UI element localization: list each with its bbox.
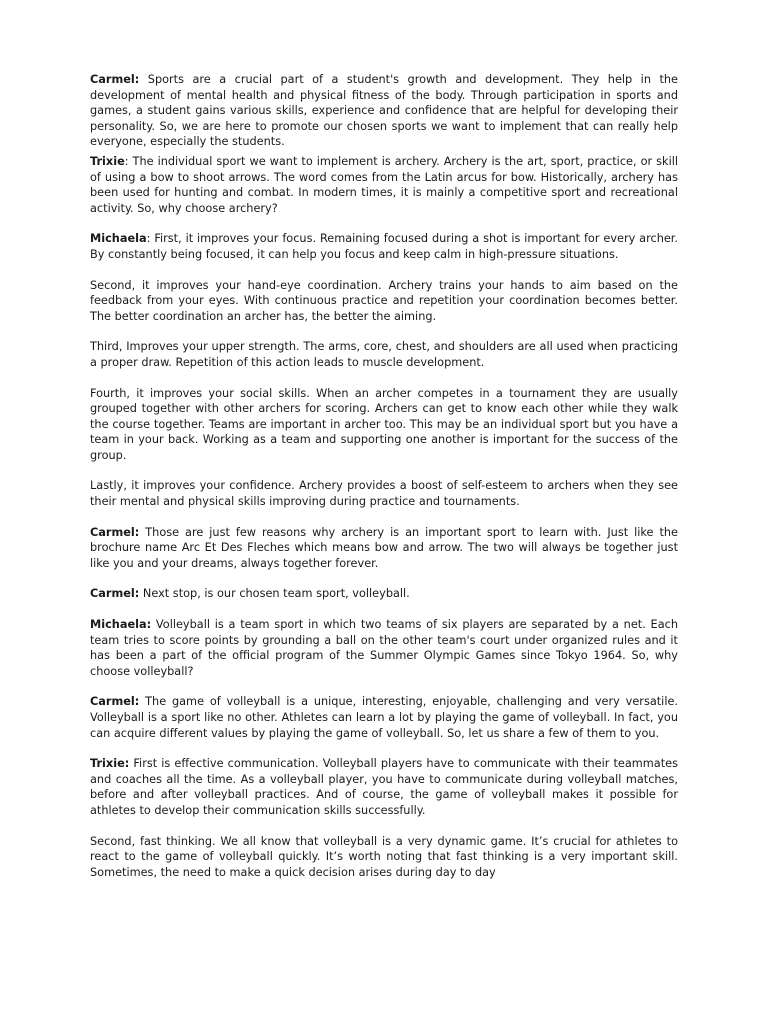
paragraph-carmel-volleyball	[90, 694, 678, 741]
paragraph-upper-strength	[90, 339, 678, 370]
paragraph-text: First is effective communication. Volleyball players have to communicate with their teammates and coaches all the time. As a volleyball player, you have to communicate during volleyball matches, before and after volleyball practices. And of course, the game of volleyball makes it possible for athletes to develop their communication skills successfully.	[90, 757, 678, 817]
speaker-label: Carmel:	[90, 695, 140, 709]
speaker-label: Trixie:	[90, 757, 130, 771]
paragraph-text: Those are just few reasons why archery is an important sport to learn with. Just like the brochure name Arc Et Des Fleches which means bow and arrow. The two will always be together just like you and your dreams, always together forever.	[90, 525, 678, 570]
paragraph-text: Fourth, it improves your social skills. When an archer competes in a tournament they are usually grouped together with other archers for scoring. Archers can get to know each other while they walk the course together. Teams are important in archer too. This may be an individual sport but you have a team in your back. Working as a team and supporting one another is important for the success of the group.	[90, 386, 678, 462]
paragraph-trixie-archery	[90, 154, 678, 216]
paragraph-michaela-focus	[90, 231, 678, 262]
paragraph-trixie-communication	[90, 756, 678, 818]
paragraph-carmel-archery-reasons	[90, 525, 678, 572]
speaker-label: Trixie	[90, 154, 125, 168]
paragraph-text: Volleyball is a team sport in which two teams of six players are separated by a net. Each team tries to score points by grounding a ball on the other team's court under organized rules and it has been a part of the official program of the Summer Olympic Games since Tokyo 1964. So, why choose volleyball?	[90, 618, 678, 678]
paragraph-social-skills	[90, 386, 678, 464]
paragraph-carmel-next-stop	[90, 586, 678, 602]
paragraph-text: Second, it improves your hand-eye coordination. Archery trains your hands to aim based on the feedback from your eyes. With continuous practice and repetition your coordination becomes better. The better coordination an archer has, the better the aiming.	[90, 278, 678, 323]
paragraph-michaela-volleyball	[90, 617, 678, 679]
paragraph-text: Sports are a crucial part of a student's growth and development. They help in the development of mental health and physical fitness of the body. Through participation in sports and games, a student gains various skills, experience and confidence that are helpful for developing their personality. So, we are here to promote our chosen sports we want to implement that can really help everyone, especially the students.	[90, 73, 678, 149]
speaker-label: Michaela	[90, 232, 147, 246]
paragraph-coordination	[90, 278, 678, 325]
paragraph-text: : First, it improves your focus. Remaining focused during a shot is important for every archer. By constantly being focused, it can help you focus and keep calm in high-pressure situations.	[90, 232, 678, 261]
paragraph-text: The game of volleyball is a unique, interesting, enjoyable, challenging and very versatile. Volleyball is a sport like no other. Athletes can learn a lot by playing the game of volleyball. In fact, you can acquire different values by playing the game of volleyball. So, let us share a few of them to you.	[90, 695, 678, 740]
paragraph-text: Second, fast thinking. We all know that volleyball is a very dynamic game. It’s crucial for athletes to react to the game of volleyball quickly. It’s worth noting that fast thinking is a very important skill. Sometimes, the need to make a quick decision arises during day to day	[90, 834, 678, 879]
paragraph-carmel-intro	[90, 72, 678, 150]
paragraph-text: Next stop, is our chosen team sport, volleyball.	[139, 587, 410, 601]
speaker-label: Carmel:	[90, 587, 140, 601]
paragraph-text: Third, Improves your upper strength. The arms, core, chest, and shoulders are all used when practicing a proper draw. Repetition of this action leads to muscle development.	[90, 340, 678, 369]
document-page	[90, 72, 678, 880]
paragraph-text: Lastly, it improves your confidence. Archery provides a boost of self-esteem to archers when they see their mental and physical skills improving during practice and tournaments.	[90, 479, 678, 509]
paragraph-fast-thinking	[90, 834, 678, 881]
speaker-label: Michaela:	[90, 618, 152, 632]
speaker-label: Carmel:	[90, 525, 140, 539]
paragraph-confidence	[90, 478, 678, 509]
speaker-label: Carmel:	[90, 73, 140, 86]
paragraph-text: : The individual sport we want to implement is archery. Archery is the art, sport, practice, or skill of using a bow to shoot arrows. The word comes from the Latin arcus for bow. Historically, archery has been used for hunting and combat. In modern times, it is mainly a competitive sport and recreational activity. So, why choose archery?	[90, 154, 678, 215]
